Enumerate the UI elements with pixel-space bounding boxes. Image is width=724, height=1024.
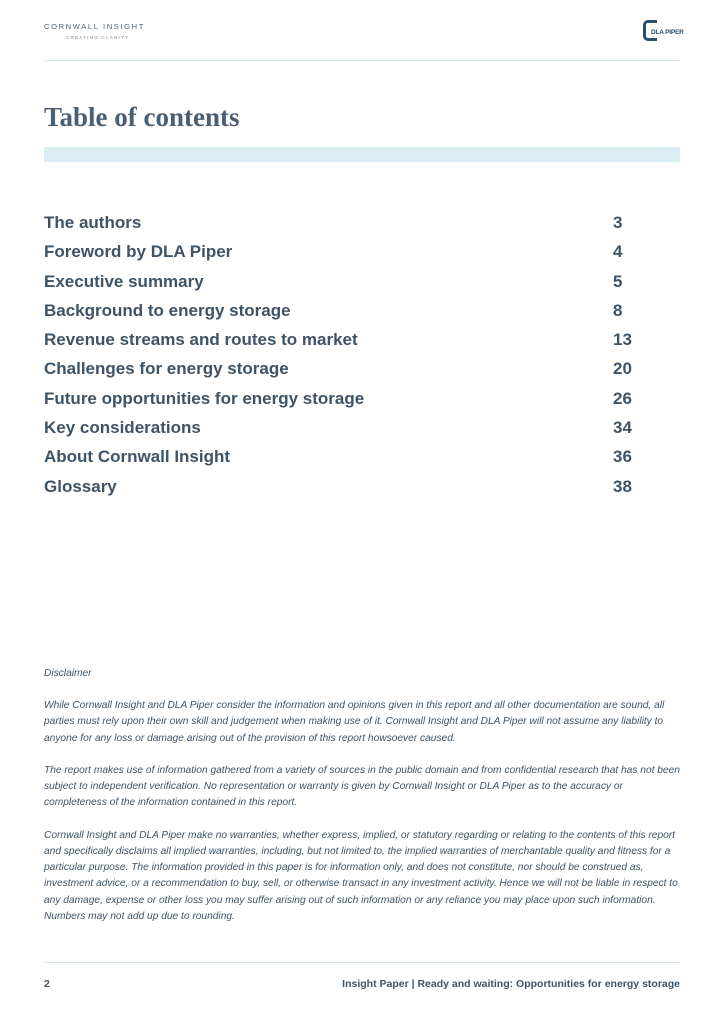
toc-entry-label: Challenges for energy storage <box>44 359 289 379</box>
title-band <box>44 147 680 162</box>
footer-divider <box>44 962 680 963</box>
toc-entry[interactable] <box>44 208 644 237</box>
toc-entry[interactable] <box>44 354 644 383</box>
cornwall-insight-logo <box>44 22 144 40</box>
toc-entry-page: 5 <box>613 271 623 291</box>
toc-entry-page: 20 <box>613 359 632 379</box>
toc-entry-page: 38 <box>613 476 632 496</box>
dla-piper-logo <box>643 20 683 42</box>
toc-entry-label: Future opportunities for energy storage <box>44 388 365 408</box>
toc-entry[interactable] <box>44 296 644 325</box>
toc-entry[interactable] <box>44 384 644 413</box>
disclaimer-title: Disclaimer <box>44 668 92 679</box>
toc-entry-page: 34 <box>613 418 632 438</box>
toc-entry-page: 3 <box>613 213 623 232</box>
toc-entry[interactable] <box>44 237 644 266</box>
toc-entry-page: 36 <box>613 447 632 467</box>
toc-entry-page: 26 <box>613 388 632 408</box>
toc-entry[interactable] <box>44 472 644 501</box>
toc-entry-page: 13 <box>613 330 632 350</box>
cornwall-tagline: CREATING CLARITY <box>66 35 130 40</box>
dla-piper-wordmark: DLA PIPER <box>651 29 684 36</box>
header-divider <box>44 60 680 61</box>
cornwall-brand: CORNWALL INSIGHT <box>44 22 145 31</box>
table-of-contents <box>44 208 644 501</box>
toc-entry-page: 8 <box>613 300 623 320</box>
toc-entry[interactable] <box>44 442 644 471</box>
toc-entry-label: Executive summary <box>44 271 204 291</box>
toc-entry-label: Revenue streams and routes to market <box>44 330 358 350</box>
disclaimer-paragraph: While Cornwall Insight and DLA Piper consider the information and opinions given in this report and all other documentation are sound, all parties must rely upon their own skill and judgement when making use of it. Cornwall Insight and DLA Piper will not assume any liability to anyone for any loss or damage arising out of the provision of this report howsoever caused. <box>44 700 665 744</box>
toc-entry-label: The authors <box>44 213 142 232</box>
toc-entry-label: Background to energy storage <box>44 300 291 320</box>
toc-entry-label: Glossary <box>44 476 117 496</box>
page-title: Table of contents <box>44 102 240 132</box>
page-number: 2 <box>44 978 50 990</box>
disclaimer-paragraph: The report makes use of information gathered from a variety of sources in the public domain and from confidential research that has not been subject to independent verification. No representation or warranty is given by Cornwall Insight or DLA Piper as to the accuracy or completeness of the information contained in this report. <box>44 765 680 809</box>
toc-entry[interactable] <box>44 267 644 296</box>
toc-entry[interactable] <box>44 325 644 354</box>
toc-entry[interactable] <box>44 413 644 442</box>
toc-entry-label: Key considerations <box>44 418 201 438</box>
toc-entry-label: Foreword by DLA Piper <box>44 242 233 262</box>
disclaimer-section <box>44 666 680 941</box>
toc-entry-label: About Cornwall Insight <box>44 447 231 467</box>
toc-entry-page: 4 <box>613 242 623 262</box>
disclaimer-paragraph: Cornwall Insight and DLA Piper make no warranties, whether express, implied, or statutory regarding or relating to the contents of this report and specifically disclaims all implied warranties, including, but not limited to, the implied warranties of merchantable quality and fitness for a particular purpose. The information provided in this paper is for information only, and does not constitute, nor should be construed as, investment advice, or a recommendation to buy, sell, or otherwise transact in any investment activity. Hence we will not be liable in respect to any damage, expense or other loss you may suffer arising out of such information or any reliance you may place upon such information. Numbers may not add up due to rounding. <box>44 829 678 922</box>
footer-title: Insight Paper | Ready and waiting: Opportunities for energy storage <box>342 978 680 990</box>
